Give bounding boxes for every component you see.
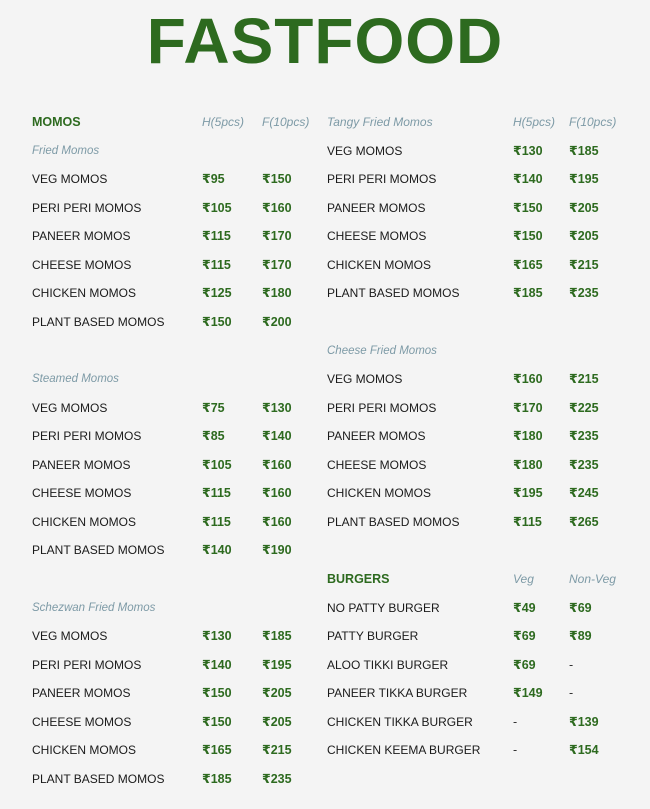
item-name: VEG MOMOS <box>327 143 403 158</box>
item-price-1: ₹160 <box>513 372 543 386</box>
item-name: PERI PERI MOMOS <box>32 657 142 672</box>
item-name: PERI PERI MOMOS <box>32 429 142 443</box>
item-price-2: ₹235 <box>569 457 599 472</box>
item-price-2: - <box>569 657 574 672</box>
item-price-1: ₹130 <box>202 629 232 643</box>
item-price-2: ₹195 <box>262 657 292 672</box>
item-price-1: ₹75 <box>202 400 225 415</box>
fried-momos-list <box>32 165 322 336</box>
item-price-2: ₹200 <box>262 314 292 329</box>
menu-item-row <box>32 736 322 765</box>
item-name: PLANT BASED MOMOS <box>32 314 165 329</box>
item-price-2: ₹170 <box>262 257 292 272</box>
item-price-1: ₹150 <box>202 314 232 329</box>
item-price-2: ₹139 <box>569 714 599 729</box>
menu-item-row <box>327 651 627 680</box>
menu-item-row <box>32 451 322 480</box>
item-price-1: ₹150 <box>513 229 543 243</box>
burgers-header <box>327 565 627 594</box>
menu-item-row <box>327 394 627 423</box>
item-price-2: - <box>569 686 574 700</box>
item-price-1: ₹85 <box>202 429 225 443</box>
menu-item-row <box>32 708 322 737</box>
item-price-1: ₹150 <box>202 714 232 729</box>
item-price-1: ₹180 <box>513 429 543 443</box>
item-price-1: ₹49 <box>513 600 536 615</box>
menu-item-row <box>32 508 322 537</box>
item-price-1: ₹185 <box>202 771 232 786</box>
item-price-1: ₹170 <box>513 400 543 415</box>
item-name: VEG MOMOS <box>327 372 403 386</box>
item-name: PANEER MOMOS <box>32 457 131 472</box>
item-price-2: ₹205 <box>569 200 599 215</box>
item-price-2: ₹215 <box>262 743 292 757</box>
menu-item-row <box>32 536 322 565</box>
item-price-2: ₹205 <box>262 714 292 729</box>
item-name: CHICKEN TIKKA BURGER <box>327 714 473 729</box>
momos-header <box>32 108 322 137</box>
item-price-2: ₹195 <box>569 172 599 186</box>
item-name: CHICKEN MOMOS <box>32 286 137 300</box>
item-name: PLANT BASED MOMOS <box>32 543 165 557</box>
item-price-2: ₹160 <box>262 486 292 500</box>
item-price-2: ₹69 <box>569 600 592 615</box>
item-price-1: ₹150 <box>202 686 232 700</box>
menu-item-row <box>327 508 627 537</box>
item-name: VEG MOMOS <box>32 400 108 415</box>
item-price-1: ₹180 <box>513 457 543 472</box>
item-price-1: ₹125 <box>202 286 232 300</box>
non-veg-column-label: Non-Veg <box>569 572 616 586</box>
item-price-1: ₹130 <box>513 143 543 158</box>
item-price-2: ₹205 <box>262 686 292 700</box>
menu-item-row <box>327 594 627 623</box>
item-price-1: ₹115 <box>202 486 231 500</box>
menu-item-row <box>327 222 627 251</box>
item-price-2: ₹185 <box>569 143 599 158</box>
item-price-2: ₹89 <box>569 629 592 643</box>
item-name: ALOO TIKKI BURGER <box>327 657 449 672</box>
item-name: PLANT BASED MOMOS <box>327 514 460 529</box>
menu-item-row <box>32 308 322 337</box>
menu-item-row <box>32 165 322 194</box>
item-price-1: ₹195 <box>513 486 543 500</box>
item-price-2: ₹130 <box>262 400 292 415</box>
item-name: PLANT BASED MOMOS <box>327 286 460 300</box>
item-price-2: ₹215 <box>569 372 599 386</box>
item-name: CHICKEN MOMOS <box>327 486 432 500</box>
menu-item-row <box>32 194 322 223</box>
steamed-momos-list <box>32 394 322 565</box>
item-price-2: ₹205 <box>569 229 599 243</box>
half-column-label: H(5pcs) <box>513 115 556 129</box>
half-column-label: H(5pcs) <box>202 115 245 129</box>
item-price-2: ₹190 <box>262 543 292 557</box>
left-column <box>32 108 322 793</box>
menu-item-row <box>32 394 322 423</box>
item-name: VEG MOMOS <box>32 629 108 643</box>
item-price-1: ₹115 <box>202 229 231 243</box>
item-price-2: ₹265 <box>569 514 599 529</box>
item-price-1: ₹115 <box>202 257 231 272</box>
item-price-1: ₹185 <box>513 286 543 300</box>
item-name: PANEER TIKKA BURGER <box>327 686 468 700</box>
tangy-momos-subheading: Tangy Fried Momos <box>327 115 433 129</box>
item-price-2: ₹154 <box>569 743 599 757</box>
menu-item-row <box>327 194 627 223</box>
menu-item-row <box>327 679 627 708</box>
burgers-list <box>327 594 627 765</box>
menu-item-row <box>327 451 627 480</box>
menu-item-row <box>327 279 627 308</box>
item-name: PANEER MOMOS <box>32 229 131 243</box>
item-name: PLANT BASED MOMOS <box>32 771 165 786</box>
item-name: CHEESE MOMOS <box>32 257 132 272</box>
item-name: CHICKEN KEEMA BURGER <box>327 743 481 757</box>
menu-item-row <box>327 479 627 508</box>
item-price-2: ₹150 <box>262 172 292 186</box>
item-name: PERI PERI MOMOS <box>327 172 437 186</box>
item-name: CHICKEN MOMOS <box>32 743 137 757</box>
schezwan-momos-list <box>32 622 322 793</box>
item-price-1: ₹165 <box>513 257 543 272</box>
item-name: PATTY BURGER <box>327 629 419 643</box>
item-name: PERI PERI MOMOS <box>32 200 142 215</box>
cheese-fried-momos-list <box>327 365 627 536</box>
item-name: VEG MOMOS <box>32 172 108 186</box>
item-name: NO PATTY BURGER <box>327 600 440 615</box>
item-price-2: ₹235 <box>262 771 292 786</box>
item-price-1: ₹115 <box>202 514 231 529</box>
item-price-2: ₹140 <box>262 429 292 443</box>
item-name: PANEER MOMOS <box>327 429 426 443</box>
tangy-momos-list <box>327 137 627 308</box>
right-column <box>327 108 627 765</box>
item-price-2: ₹160 <box>262 514 292 529</box>
menu-item-row <box>327 165 627 194</box>
menu-item-row <box>327 736 627 765</box>
menu-item-row <box>327 422 627 451</box>
item-price-2: ₹185 <box>262 629 292 643</box>
full-column-label: F(10pcs) <box>262 115 310 129</box>
menu-item-row <box>32 222 322 251</box>
item-price-1: ₹69 <box>513 657 536 672</box>
item-price-1: ₹149 <box>513 686 543 700</box>
item-price-2: ₹160 <box>262 200 292 215</box>
menu-item-row <box>32 765 322 794</box>
item-price-2: ₹170 <box>262 229 292 243</box>
menu-item-row <box>327 137 627 166</box>
item-name: PERI PERI MOMOS <box>327 400 437 415</box>
cheese-fried-momos-subheading: Cheese Fried Momos <box>327 344 437 357</box>
item-price-1: ₹105 <box>202 457 232 472</box>
item-price-2: ₹160 <box>262 457 292 472</box>
item-price-1: ₹95 <box>202 172 225 186</box>
tangy-momos-header <box>327 108 627 137</box>
menu-item-row <box>32 479 322 508</box>
item-price-1: - <box>513 743 518 757</box>
veg-column-label: Veg <box>513 572 534 586</box>
item-price-1: ₹140 <box>513 172 543 186</box>
item-price-1: ₹150 <box>513 200 543 215</box>
schezwan-momos-subheading: Schezwan Fried Momos <box>32 601 156 614</box>
item-price-2: ₹235 <box>569 429 599 443</box>
momos-heading: MOMOS <box>32 115 81 129</box>
menu-item-row <box>327 365 627 394</box>
item-price-2: ₹180 <box>262 286 292 300</box>
menu-item-row <box>327 251 627 280</box>
item-price-1: ₹140 <box>202 657 232 672</box>
item-name: CHEESE MOMOS <box>327 457 427 472</box>
item-name: CHICKEN MOMOS <box>327 257 432 272</box>
item-price-2: ₹215 <box>569 257 599 272</box>
item-name: CHEESE MOMOS <box>32 486 132 500</box>
item-price-2: ₹245 <box>569 486 599 500</box>
item-price-2: ₹235 <box>569 286 599 300</box>
item-price-1: ₹69 <box>513 629 536 643</box>
burgers-heading: BURGERS <box>327 572 390 586</box>
menu-item-row <box>32 251 322 280</box>
menu-item-row <box>327 708 627 737</box>
item-price-1: ₹140 <box>202 543 232 557</box>
full-column-label: F(10pcs) <box>569 115 617 129</box>
steamed-momos-subheading: Steamed Momos <box>32 373 119 385</box>
menu-item-row <box>327 622 627 651</box>
item-name: PANEER MOMOS <box>327 200 426 215</box>
menu-item-row <box>32 622 322 651</box>
menu-item-row <box>32 422 322 451</box>
fried-momos-subheading: Fried Momos <box>32 144 100 157</box>
item-name: CHEESE MOMOS <box>32 714 132 729</box>
item-price-1: - <box>513 714 518 729</box>
menu-item-row <box>32 651 322 680</box>
item-name: PANEER MOMOS <box>32 686 131 700</box>
item-price-1: ₹105 <box>202 200 232 215</box>
menu-item-row <box>32 679 322 708</box>
item-price-1: ₹165 <box>202 743 232 757</box>
item-price-2: ₹225 <box>569 400 599 415</box>
item-price-1: ₹115 <box>513 514 542 529</box>
item-name: CHICKEN MOMOS <box>32 514 137 529</box>
page-title: FASTFOOD <box>146 5 504 77</box>
item-name: CHEESE MOMOS <box>327 229 427 243</box>
menu-item-row <box>32 279 322 308</box>
